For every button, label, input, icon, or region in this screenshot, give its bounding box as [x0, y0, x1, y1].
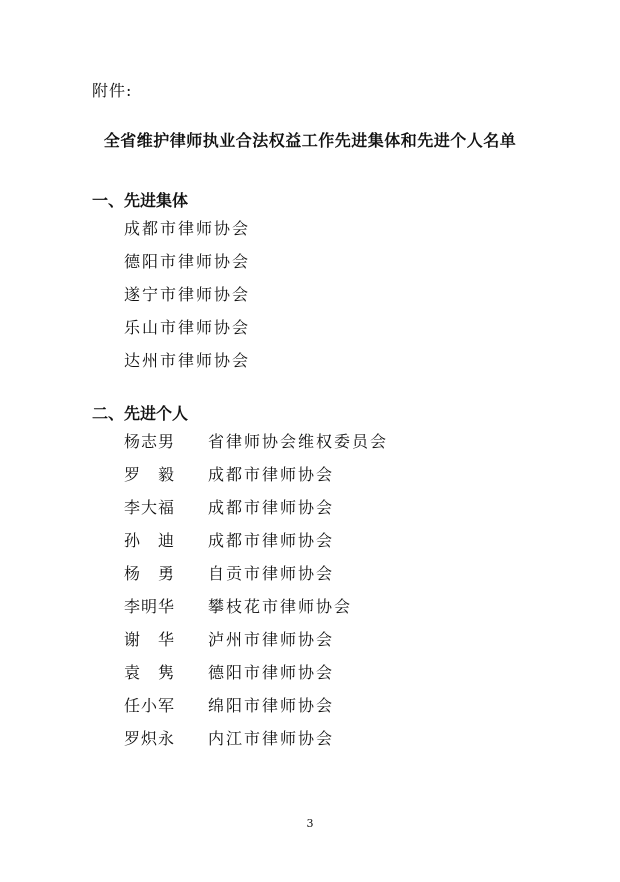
person-organization: 泸州市律师协会 — [208, 630, 335, 649]
person-organization: 德阳市律师协会 — [208, 663, 335, 682]
collective-item: 成都市律师协会 — [124, 219, 251, 238]
person-name: 李大福 — [124, 498, 176, 517]
person-name: 杨志男 — [124, 432, 176, 451]
collective-item: 遂宁市律师协会 — [124, 285, 251, 304]
person-organization: 内江市律师协会 — [208, 729, 335, 748]
collective-item: 乐山市律师协会 — [124, 318, 251, 337]
individual-item — [124, 629, 388, 662]
person-organization: 省律师协会维权委员会 — [208, 432, 389, 451]
individual-item — [124, 695, 388, 728]
person-name: 罗 毅 — [124, 465, 176, 484]
individual-item — [124, 728, 388, 761]
collective-item: 德阳市律师协会 — [124, 252, 251, 271]
individual-item — [124, 662, 388, 695]
person-name: 谢 华 — [124, 630, 176, 649]
person-name: 任小军 — [124, 696, 176, 715]
individual-item — [124, 497, 388, 530]
person-organization: 自贡市律师协会 — [208, 564, 335, 583]
person-organization: 成都市律师协会 — [208, 498, 335, 517]
section-heading-collective: 一、先进集体 — [92, 191, 189, 210]
individual-item — [124, 596, 388, 629]
person-organization: 成都市律师协会 — [208, 531, 335, 550]
collective-list — [124, 218, 250, 383]
page-number: 3 — [306, 817, 314, 830]
collective-item: 达州市律师协会 — [124, 351, 251, 370]
individual-list — [124, 431, 388, 761]
person-name: 孙 迪 — [124, 531, 176, 550]
person-name: 李明华 — [124, 597, 176, 616]
individual-item — [124, 563, 388, 596]
attachment-label: 附件: — [92, 81, 133, 100]
person-organization: 成都市律师协会 — [208, 465, 335, 484]
individual-item — [124, 530, 388, 563]
person-name: 袁 隽 — [124, 663, 176, 682]
section-heading-individual: 二、先进个人 — [92, 404, 189, 423]
person-name: 杨 勇 — [124, 564, 176, 583]
person-name: 罗炽永 — [124, 729, 176, 748]
individual-item — [124, 464, 388, 497]
individual-item — [124, 431, 388, 464]
document-title: 全省维护律师执业合法权益工作先进集体和先进个人名单 — [103, 131, 517, 150]
person-organization: 绵阳市律师协会 — [208, 696, 335, 715]
person-organization: 攀枝花市律师协会 — [208, 597, 353, 616]
